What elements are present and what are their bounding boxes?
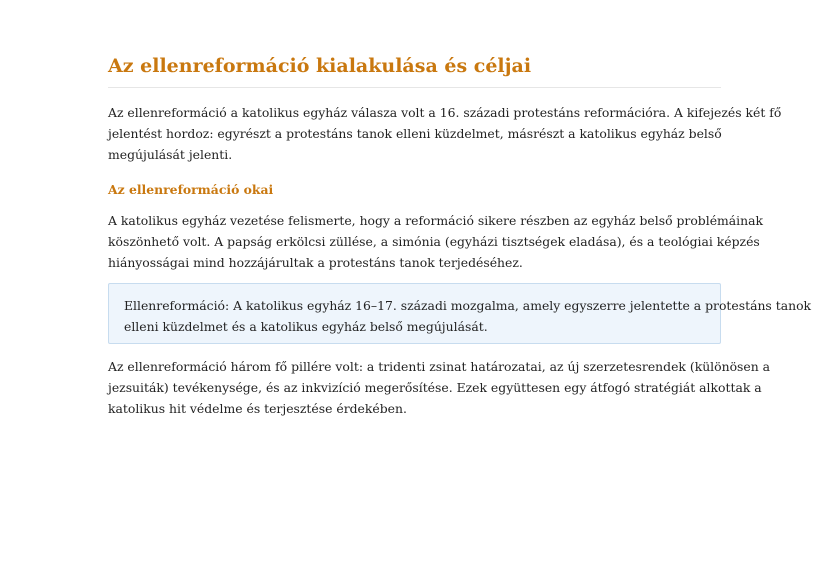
intro-paragraph [108,102,782,165]
causes-line: A katolikus egyház vezetése felismerte, hogy a reformáció sikere részben az egyház belső problémáinak [108,213,763,228]
definition-line: Ellenreformáció: A katolikus egyház 16–17. századi mozgalma, amely egyszerre jelentette a protestáns tanok [124,298,812,313]
title-divider [108,87,721,88]
causes-line: hiányosságai mind hozzájárultak a protestáns tanok terjedéséhez. [108,255,523,270]
pillars-line: jezsuiták) tevékenysége, és az inkvizíció megerősítése. Ezek együttesen egy átfogó stratégiát alkottak a [108,380,762,395]
definition-text [124,295,812,337]
intro-line: megújulását jelenti. [108,147,233,162]
intro-line: Az ellenreformáció a katolikus egyház válasza volt a 16. századi protestáns reformációra. A kifejezés két fő [108,105,782,120]
pillars-line: katolikus hit védelme és terjesztése érdekében. [108,401,407,416]
causes-paragraph [108,210,763,273]
definition-line: elleni küzdelmet és a katolikus egyház belső megújulását. [124,319,488,334]
pillars-line: Az ellenreformáció három fő pillére volt: a tridenti zsinat határozatai, az új szerzetesrendek (különösen a [108,359,771,374]
causes-line: köszönhető volt. A papság erkölcsi züllése, a simónia (egyházi tisztségek eladása), és a teológiai képzés [108,234,760,249]
page-title: Az ellenreformáció kialakulása és céljai [108,55,532,77]
definition-callout [108,283,812,344]
section-heading: Az ellenreformáció okai [108,182,274,197]
intro-line: jelentést hordoz: egyrészt a protestáns tanok elleni küzdelmet, másrészt a katolikus egyház belső [108,126,722,141]
pillars-paragraph [108,356,771,419]
